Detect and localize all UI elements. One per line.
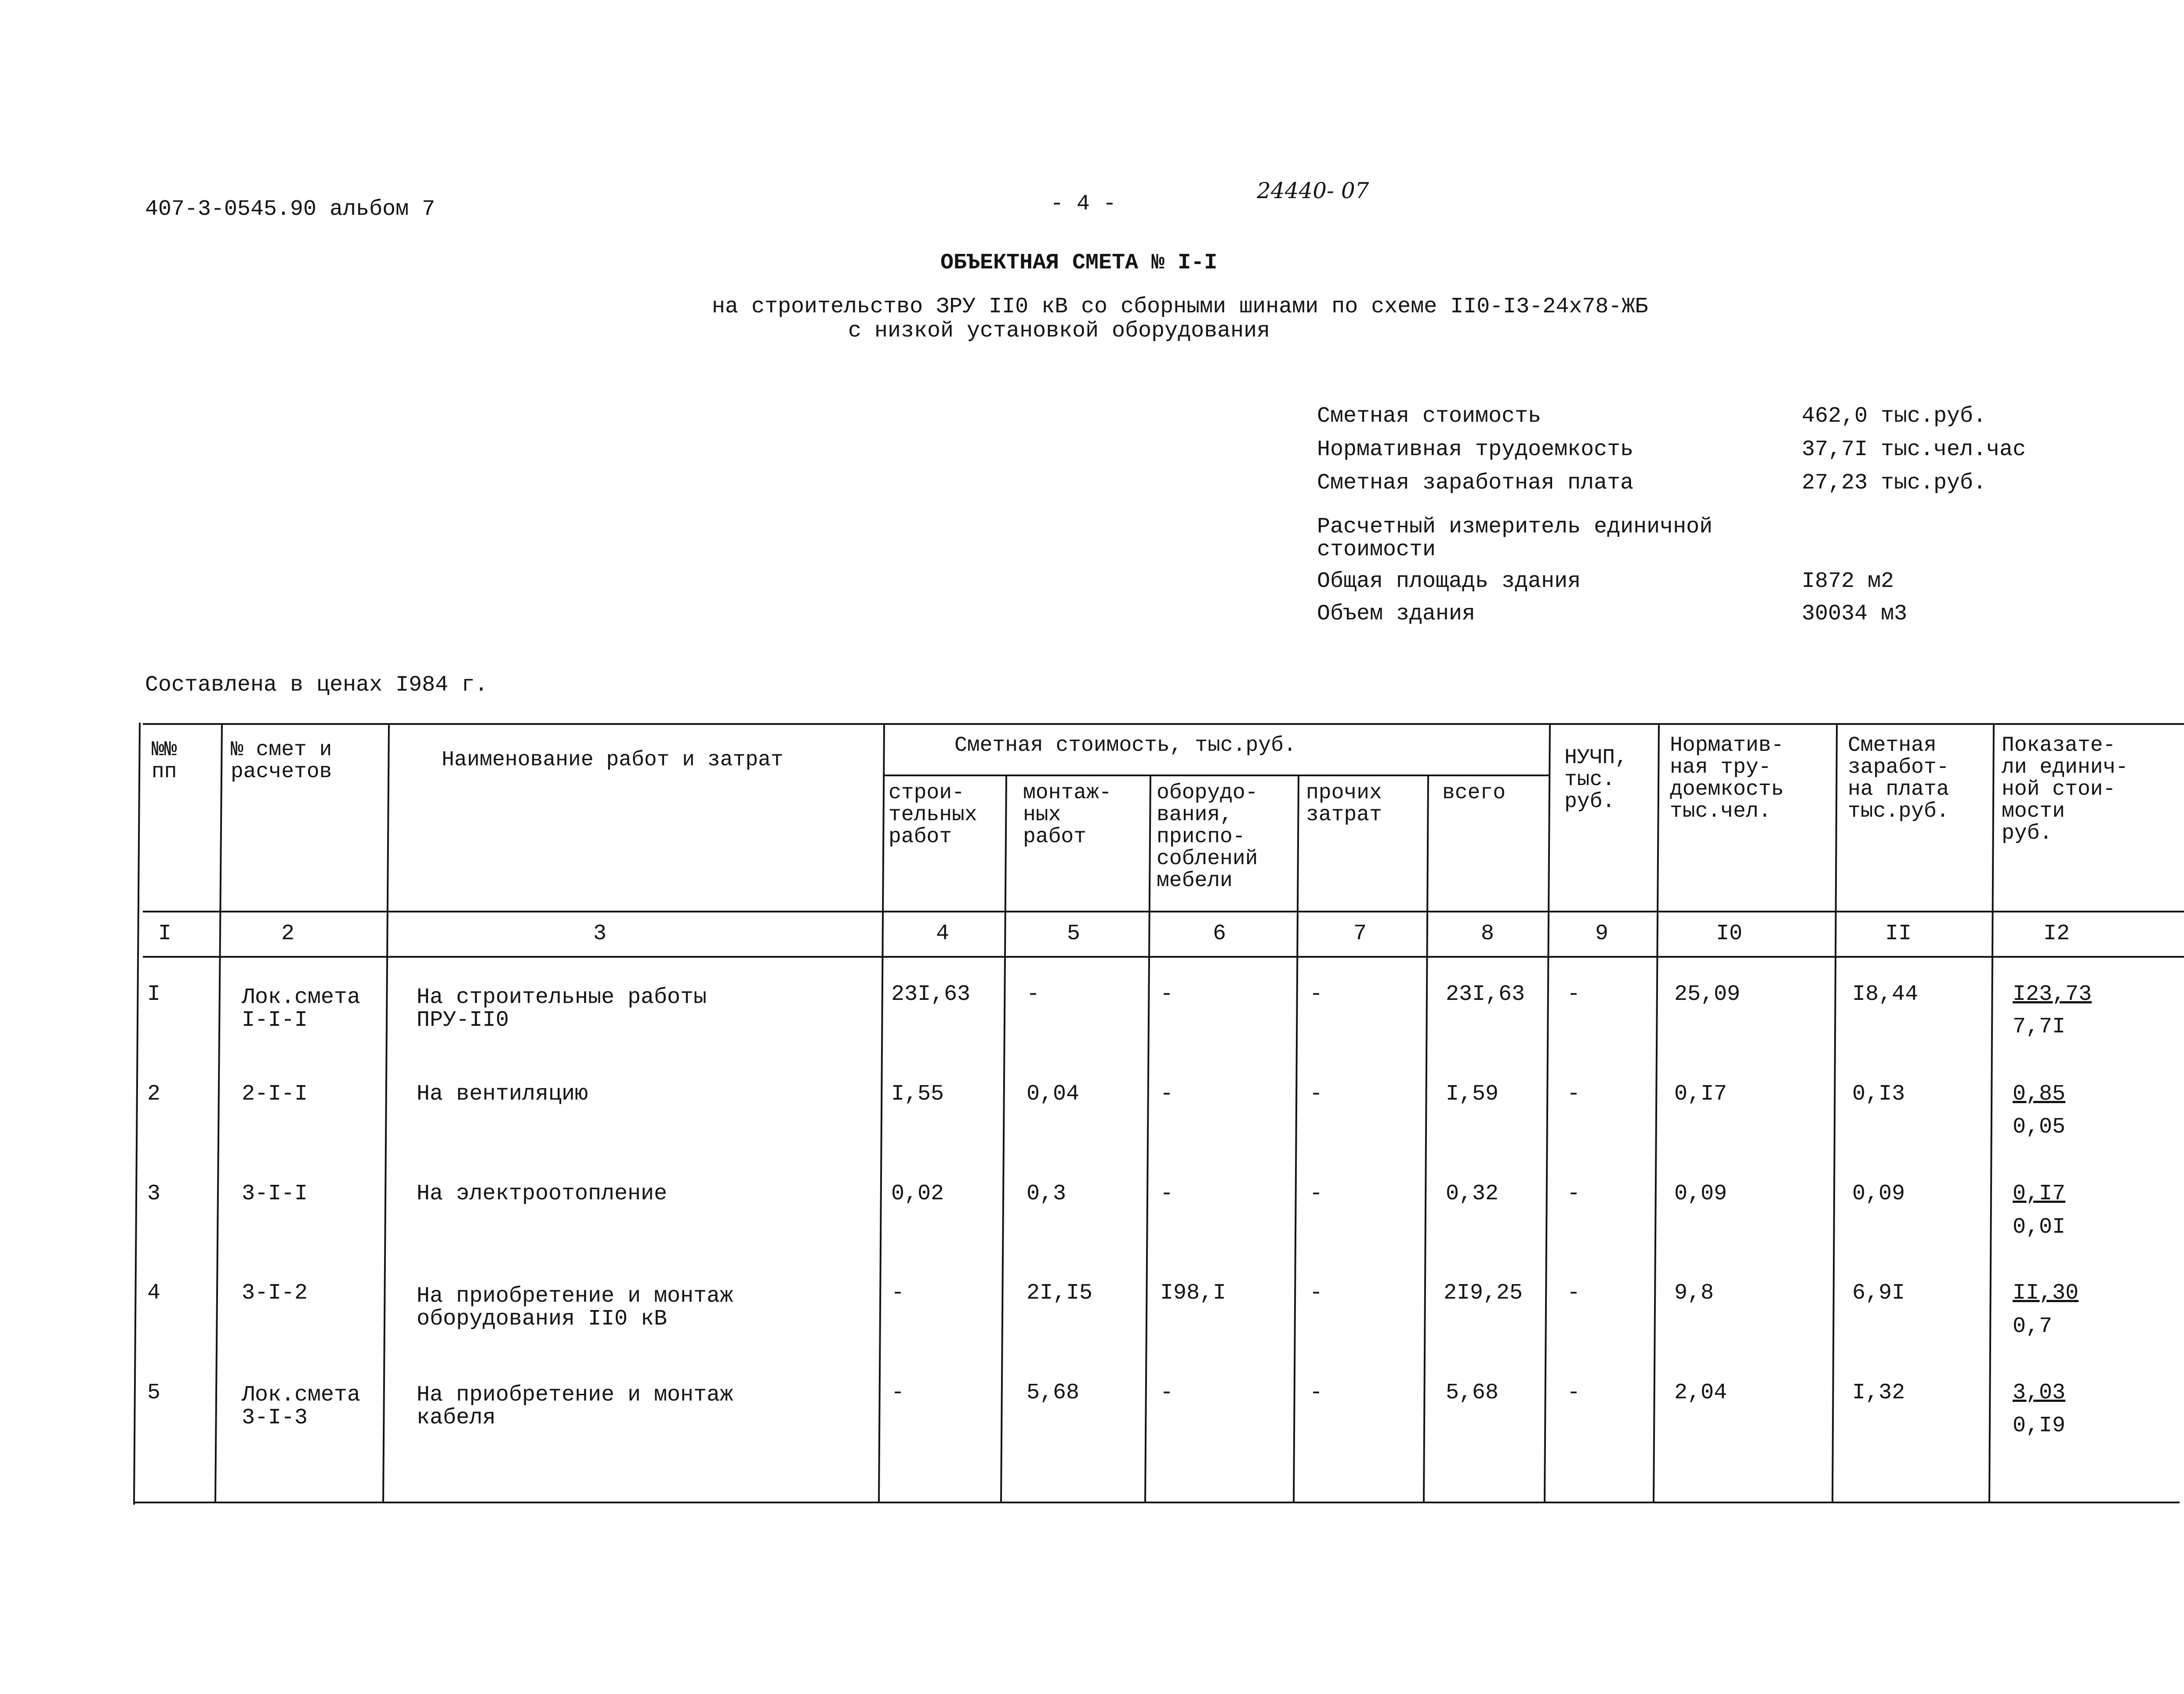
row-total: 23I,63	[1446, 982, 1525, 1007]
page-number: - 4 -	[1050, 192, 1117, 217]
row-work-name: На электроотопление	[417, 1181, 668, 1206]
header-salary: Сметная заработ- на плата тыс.руб.	[1848, 734, 1949, 823]
row-construction: I,55	[891, 1082, 944, 1107]
row-equipment: -	[1160, 1181, 1174, 1206]
row-installation: 5,68	[1027, 1380, 1080, 1405]
row-estimate-ref: 2-I-I	[242, 1082, 308, 1107]
row-installation: 0,3	[1027, 1181, 1067, 1206]
row-estimate-ref: Лок.смета 3-I-3	[242, 1383, 361, 1430]
row-nuchp: -	[1567, 1380, 1581, 1405]
header-work-name: Наименование работ и затрат	[442, 748, 784, 772]
row-labor: 25,09	[1674, 982, 1741, 1007]
header-cost-group: Сметная стоимость, тыс.руб.	[954, 734, 1296, 757]
column-number: 5	[1067, 921, 1081, 946]
row-estimate-ref: 3-I-I	[242, 1181, 308, 1206]
row-total: I,59	[1446, 1082, 1499, 1107]
row-equipment: I98,I	[1160, 1281, 1226, 1306]
summary-value-volume: 30034 м3	[1802, 601, 1908, 626]
row-other: -	[1310, 1082, 1323, 1107]
row-estimate-ref: Лок.смета I-I-I	[242, 985, 361, 1033]
row-construction: -	[891, 1380, 905, 1405]
estimate-subtitle-line1: на строительство ЗРУ II0 кВ со сборными шинами по схеме II0-I3-24x78-ЖБ	[712, 294, 1648, 319]
row-salary: 6,9I	[1852, 1281, 1905, 1306]
row-nuchp: -	[1567, 1082, 1581, 1107]
summary-value-salary: 27,23 тыс.руб.	[1802, 471, 1987, 496]
column-number: 2	[281, 921, 295, 946]
row-construction: -	[891, 1281, 905, 1306]
row-salary: I8,44	[1852, 982, 1919, 1007]
estimate-subtitle-line2: с низкой установкой оборудования	[848, 319, 1270, 344]
row-work-name: На приобретение и монтаж кабеля	[417, 1383, 733, 1430]
row-installation: -	[1027, 982, 1040, 1007]
row-labor: 9,8	[1674, 1281, 1714, 1306]
row-number: I	[147, 982, 161, 1007]
summary-label-labor: Нормативная трудоемкость	[1317, 437, 1634, 462]
header-other: прочих затрат	[1306, 781, 1382, 827]
row-salary: 0,09	[1852, 1181, 1905, 1206]
row-indicator-top: 3,03	[2013, 1380, 2066, 1405]
column-number: II	[1885, 921, 1912, 946]
column-number: I0	[1716, 921, 1743, 946]
summary-label-salary: Сметная заработная плата	[1317, 471, 1634, 496]
row-construction: 0,02	[891, 1181, 944, 1206]
row-other: -	[1310, 982, 1323, 1007]
summary-value-cost: 462,0 тыс.руб.	[1802, 404, 1987, 429]
row-number: 4	[147, 1281, 161, 1306]
document-code: 407-3-0545.90 альбом 7	[145, 197, 435, 222]
row-indicator-top: II,30	[2013, 1281, 2079, 1306]
column-number: 7	[1353, 921, 1367, 946]
summary-value-area: I872 м2	[1802, 569, 1894, 594]
row-other: -	[1310, 1281, 1323, 1306]
row-indicator-bottom: 7,7I	[2013, 1014, 2066, 1039]
row-other: -	[1310, 1181, 1323, 1206]
row-indicator-bottom: 0,7	[2013, 1314, 2053, 1339]
row-indicator-top: 0,85	[2013, 1082, 2066, 1107]
row-number: 2	[147, 1082, 161, 1107]
row-work-name: На приобретение и монтаж оборудования II0 кВ	[417, 1284, 733, 1332]
row-equipment: -	[1160, 1082, 1174, 1107]
header-construction: строи- тельных работ	[889, 781, 977, 849]
column-number: 4	[936, 921, 950, 946]
row-construction: 23I,63	[891, 982, 971, 1007]
row-indicator-top: I23,73	[2013, 982, 2092, 1007]
header-estimate-ref: № смет и расчетов	[231, 738, 332, 784]
header-labor: Норматив- ная тру- доемкость тыс.чел.	[1670, 734, 1784, 823]
column-number: 8	[1481, 921, 1495, 946]
column-number: I	[158, 921, 172, 946]
row-estimate-ref: 3-I-2	[242, 1281, 308, 1306]
handwritten-code: 24440- 07	[1257, 178, 1369, 203]
header-total: всего	[1442, 781, 1506, 805]
row-installation: 2I,I5	[1027, 1281, 1093, 1306]
row-labor: 0,I7	[1674, 1082, 1727, 1107]
column-number: I2	[2043, 921, 2070, 946]
row-number: 3	[147, 1181, 161, 1206]
row-number: 5	[147, 1380, 161, 1405]
header-installation: монтаж- ных работ	[1023, 781, 1112, 849]
summary-label-unit-measure: Расчетный измеритель единичной стоимости	[1317, 514, 1713, 562]
column-number: 3	[593, 921, 607, 946]
row-installation: 0,04	[1027, 1082, 1080, 1107]
row-indicator-top: 0,I7	[2013, 1181, 2066, 1206]
row-total: 0,32	[1446, 1181, 1499, 1206]
column-number: 6	[1213, 921, 1226, 946]
row-total: 5,68	[1446, 1380, 1499, 1405]
header-item-number: №№ пп	[152, 738, 177, 784]
row-equipment: -	[1160, 1380, 1174, 1405]
row-indicator-bottom: 0,0I	[2013, 1215, 2066, 1240]
row-nuchp: -	[1567, 1281, 1581, 1306]
row-total: 2I9,25	[1444, 1281, 1523, 1306]
row-nuchp: -	[1567, 982, 1581, 1007]
header-equipment: оборудо- вания, приспо- соблений мебели	[1157, 781, 1258, 893]
row-work-name: На вентиляцию	[417, 1082, 588, 1107]
row-nuchp: -	[1567, 1181, 1581, 1206]
row-indicator-bottom: 0,05	[2013, 1115, 2066, 1140]
summary-label-volume: Объем здания	[1317, 601, 1476, 626]
row-work-name: На строительные работы ПРУ-II0	[417, 985, 707, 1033]
row-salary: I,32	[1852, 1380, 1905, 1405]
prices-note: Составлена в ценах I984 г.	[145, 673, 488, 698]
header-nuchp: НУЧП, тыс. руб.	[1564, 746, 1628, 814]
header-unit-indicators: Показате- ли единич- ной стои- мости руб.	[2002, 734, 2129, 845]
column-number: 9	[1595, 921, 1609, 946]
summary-label-cost: Сметная стоимость	[1317, 404, 1542, 429]
row-labor: 0,09	[1674, 1181, 1727, 1206]
row-salary: 0,I3	[1852, 1082, 1905, 1107]
row-other: -	[1310, 1380, 1323, 1405]
summary-value-labor: 37,7I тыс.чел.час	[1802, 437, 2026, 462]
row-equipment: -	[1160, 982, 1174, 1007]
estimate-title: ОБЪЕКТНАЯ СМЕТА № I-I	[940, 250, 1218, 275]
row-labor: 2,04	[1674, 1380, 1727, 1405]
row-indicator-bottom: 0,I9	[2013, 1413, 2066, 1438]
summary-label-area: Общая площадь здания	[1317, 569, 1581, 594]
